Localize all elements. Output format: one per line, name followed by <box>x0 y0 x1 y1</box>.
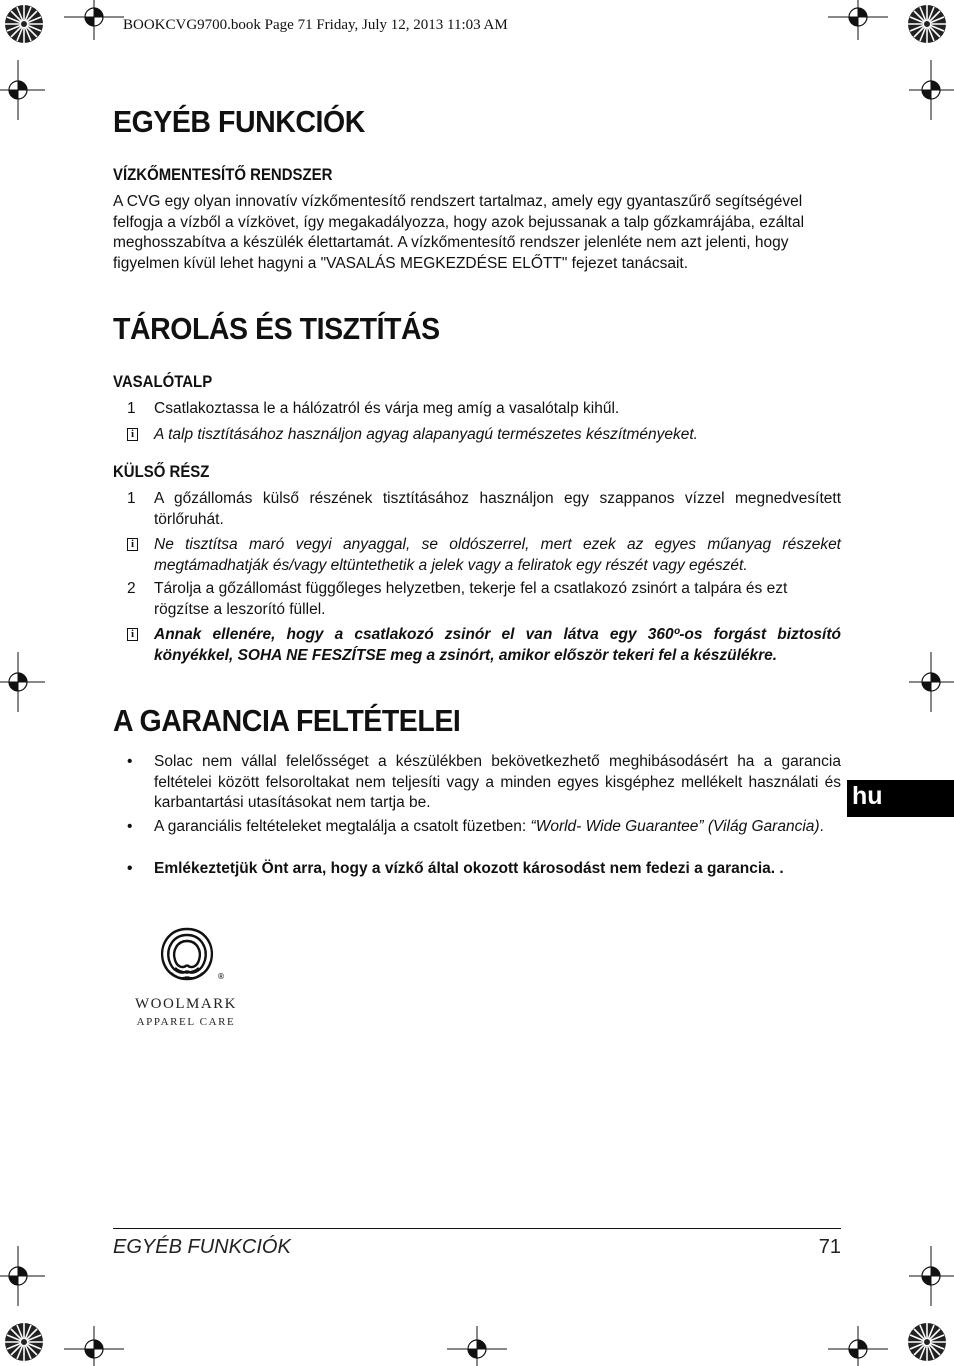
bullet-text <box>154 817 841 838</box>
subsection-title-soleplate: VASALÓTALP <box>113 372 213 391</box>
warning-text: Annak ellenére, hogy a csatlakozó zsinór el van látva egy 360º-os forgást biztosító könyékkel, SOHA NE FESZÍTSE meg a zsinórt, amikor először tekeri fel a készülékre. <box>154 626 841 664</box>
registration-mark-icon <box>909 1246 954 1306</box>
bullet-text: Emlékeztetjük Önt arra, hogy a vízkő által okozott károsodást nem fedezi a garancia. . <box>154 860 784 877</box>
bullet: • <box>127 753 133 770</box>
bullet-text-plain: A garanciális feltételeket megtalálja a csatolt füzetben: <box>154 818 531 835</box>
color-calibration-target-icon <box>907 1322 947 1362</box>
registration-mark-icon <box>0 652 45 712</box>
color-calibration-target-icon <box>4 1322 44 1362</box>
bullet: • <box>127 818 133 835</box>
registration-mark-icon <box>64 1321 124 1366</box>
info-note-text: Ne tisztítsa maró vegyi anyaggal, se oldószerrel, mert ezek az egyes műanyag részeket megtámadhatják és/vagy eltüntethetik a jelek vagy a feliratok egy részét vagy egészét. <box>154 536 841 574</box>
step-text: A gőzállomás külső részének tisztításához használjon egy szappanos vízzel megnedvesített törlőruhát. <box>154 490 841 528</box>
section-title-guarantee: A GARANCIA FELTÉTELEI <box>113 703 461 738</box>
step-number: 1 <box>127 490 136 507</box>
bullet-text: Solac nem vállal felelősséget a készülékben bekövetkezhető meghibásodásért ha a garancia feltételei között felsoroltakat nem teljesíti vagy a minden egyes kisgéphez mellékelt használati és karbantartási utasításokat nem tartja be. <box>154 753 841 812</box>
info-icon: i <box>127 538 138 551</box>
bullet-text-end: . <box>819 818 824 835</box>
info-icon: i <box>127 628 138 641</box>
language-tab <box>847 780 954 817</box>
subsection-title-exterior: KÜLSŐ RÉSZ <box>113 462 210 481</box>
woolmark-logo <box>131 923 241 1033</box>
step-number: 1 <box>127 400 136 417</box>
woolmark-tagline: APPAREL CARE <box>136 1016 236 1028</box>
section-title-storage-cleaning: TÁROLÁS ÉS TISZTÍTÁS <box>113 311 440 346</box>
footer-divider <box>113 1228 841 1229</box>
guarantee-booklet-title: “World- Wide Guarantee” (Világ Garancia) <box>530 818 820 835</box>
registration-mark-icon <box>0 60 45 120</box>
woolmark-logo-icon <box>149 923 225 989</box>
color-calibration-target-icon <box>4 4 44 44</box>
step-number: 2 <box>127 580 136 597</box>
print-header: BOOKCVG9700.book Page 71 Friday, July 12, 2013 11:03 AM <box>123 17 508 33</box>
info-note-text: A talp tisztításához használjon agyag alapanyagú természetes készítményeket. <box>154 426 698 443</box>
registration-mark-icon <box>447 1321 507 1366</box>
step-text: Tárolja a gőzállomást függőleges helyzetben, tekerje fel a csatlakozó zsinórt a talpára és ezt rögzítse a leszorító füllel. <box>154 580 788 618</box>
language-code: hu <box>852 782 883 810</box>
registration-mark-icon <box>64 0 124 45</box>
color-calibration-target-icon <box>907 4 947 44</box>
bullet: • <box>127 860 133 877</box>
page-number: 71 <box>818 1236 841 1258</box>
footer-section-name: EGYÉB FUNKCIÓK <box>113 1236 291 1258</box>
registration-mark-icon <box>828 1321 888 1366</box>
registered-mark: ® <box>217 972 225 981</box>
registration-mark-icon <box>909 60 954 120</box>
registration-mark-icon <box>828 0 888 45</box>
step-text: Csatlakoztassa le a hálózatról és várja meg amíg a vasalótalp kihűl. <box>154 400 620 417</box>
descaling-paragraph: A CVG egy olyan innovatív vízkőmentesítő rendszert tartalmaz, amely egy gyantaszűrő segítségével felfogja a vízből a vízkövet, így megakadályozza, hogy azok bejussanak a talp gőzkamrájába, ezáltal meghosszabítva a készülék élettartamát. A vízkőmentesítő rendszer jelenléte nem azt jelenti, hogy figyelmen kívül lehet hagyni a "VASALÁS MEGKEZDÉSE ELŐTT" fejezet tanácsait. <box>113 193 805 272</box>
woolmark-wordmark: WOOLMARK <box>135 996 237 1012</box>
section-title-other-functions: EGYÉB FUNKCIÓK <box>113 104 365 139</box>
subsection-title-descaling: VÍZKŐMENTESÍTŐ RENDSZER <box>113 165 333 184</box>
info-icon: i <box>127 428 138 441</box>
registration-mark-icon <box>0 1246 45 1306</box>
registration-mark-icon <box>909 652 954 712</box>
